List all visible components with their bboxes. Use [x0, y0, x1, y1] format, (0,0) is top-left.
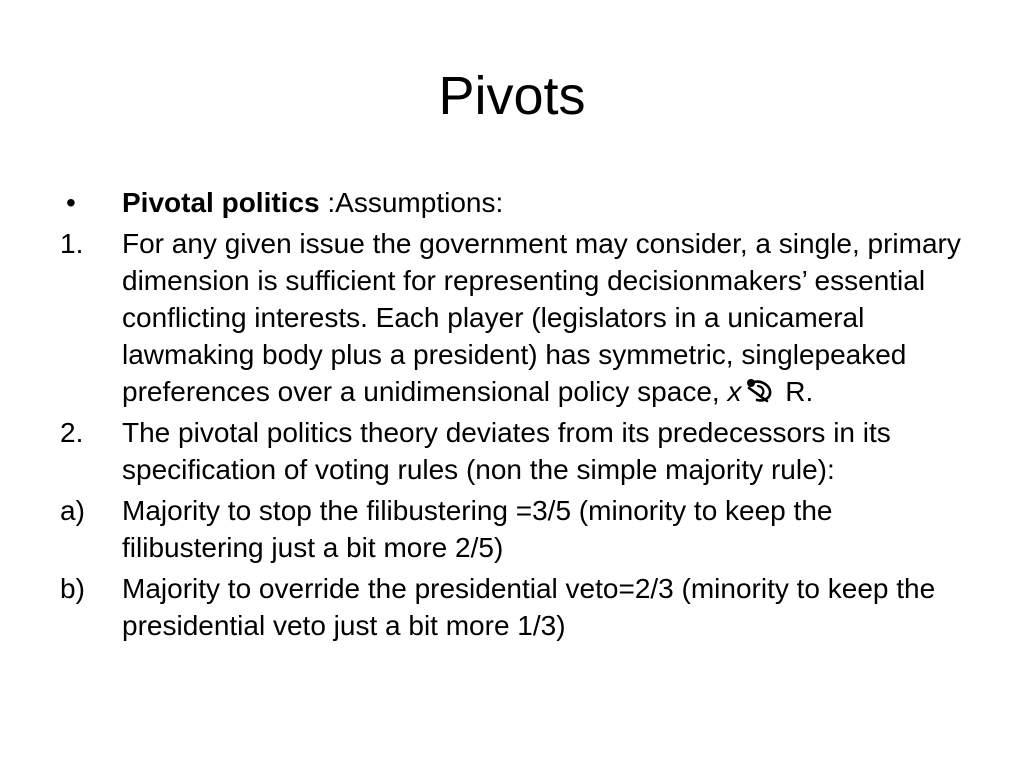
list-number: 1. [60, 228, 84, 259]
bullet-marker: • [66, 187, 76, 218]
numbered-item-2 [60, 414, 980, 488]
math-variable: x [727, 376, 742, 407]
list-letter: a) [60, 495, 85, 526]
bullet-item-assumptions [60, 184, 980, 221]
list-letter: b) [60, 573, 85, 604]
list-number: 2. [60, 417, 84, 448]
item-text: :Assumptions: [319, 187, 504, 218]
lettered-item-b [60, 570, 980, 644]
slide-title: Pivots [438, 66, 586, 126]
lettered-item-a [60, 492, 980, 566]
slide-body [60, 184, 980, 648]
item-text-tail: R. [785, 376, 814, 407]
bold-lead-text: Pivotal politics [122, 187, 320, 218]
item-text: The pivotal politics theory deviates from its predecessors in its specification of voting rules (non the simple majority rule): [122, 417, 891, 485]
item-text: Majority to stop the filibustering =3/5 (minority to keep the filibustering just a bit more 2/5) [122, 495, 833, 563]
broken-element-of-glyph-icon [745, 377, 775, 405]
item-text: For any given issue the government may consider, a single, primary dimension is sufficient for representing decisionmakers’ essential conflicting interests. Each player (legislators in a unicameral lawmaking body plus a president) has symmetric, singlepeaked preferences over a unidimensional policy space, [122, 228, 961, 407]
item-text: Majority to override the presidential veto=2/3 (minority to keep the presidential veto just a bit more 1/3) [122, 573, 936, 641]
numbered-item-1 [60, 225, 980, 410]
